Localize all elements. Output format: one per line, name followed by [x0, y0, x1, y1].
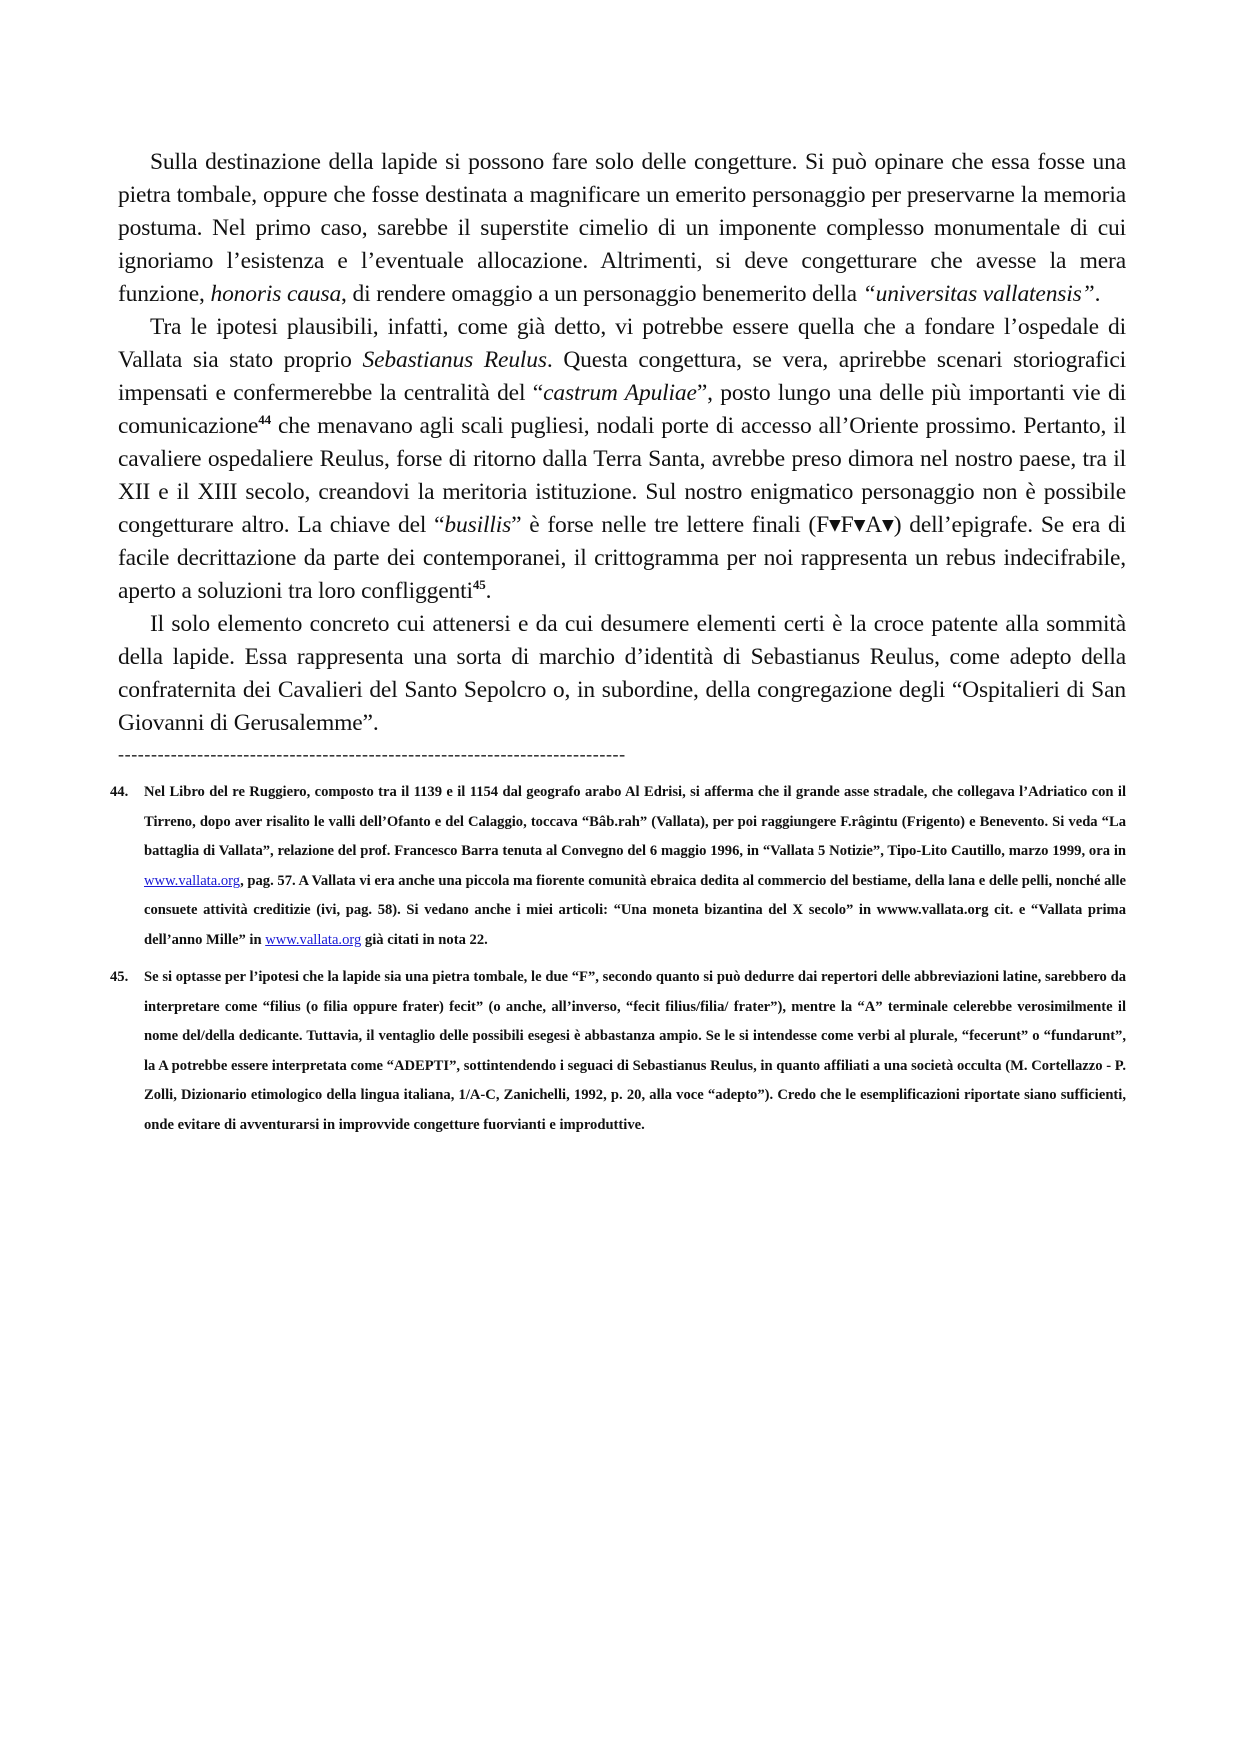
footnote-number: 45. — [110, 969, 129, 985]
paragraph — [118, 608, 1126, 740]
text-run: Tra le ipotesi plausibili, infatti, come già detto, vi potrebbe essere quella che a fondare l’ospedale di Vallata sia stato proprio — [118, 314, 1126, 373]
italic-text: honoris causa — [210, 281, 342, 307]
text-run: . — [485, 578, 492, 604]
footnote-ref[interactable]: 44 — [258, 412, 271, 427]
website-link[interactable]: www.vallata.org — [265, 931, 362, 948]
text-run: . Questa congettura, se vera, aprirebbe scenari storiografici impensati e confermerebbe la centralità del “ — [118, 347, 1126, 406]
text-run: già citati in nota 22. — [361, 931, 488, 948]
text-run: ” è forse nelle tre lettere finali (F▾F▾A▾) dell’epigrafe. Se era di facile decrittazione da parte dei contemporanei, il crittogramma per noi rappresenta un rebus indecifrabile, aperto a soluzioni tra loro confliggenti — [118, 512, 1126, 604]
body-text — [118, 146, 1126, 740]
footnote-ref[interactable]: 45 — [472, 577, 486, 592]
text-run: che menavano agli scali pugliesi, nodali porte di accesso all’Oriente prossimo. Pertanto, il cavaliere ospedaliere Reulus, forse di ritorno dalla Terra Santa, avrebbe preso dimora nel nostro paese, tra il XII e il XIII secolo, creandovi la meritoria istituzione. Sul nostro enigmatico personaggio non è possibile congetturare altro. La chiave del “ — [118, 413, 1126, 538]
footnote-text — [144, 963, 1126, 1140]
footnote-45 — [110, 963, 1126, 1140]
text-run: . — [1094, 281, 1101, 307]
text-run: , pag. 57. A Vallata vi era anche una piccola ma fiorente comunità ebraica dedita al commercio del bestiame, della lana e delle pelli, nonché alle consuete attività creditizie (ivi, pag. 58). Si vedano anche i miei articoli: “Una moneta bizantina del X secolo” in wwww.vallata.org cit. e “Vallata prima dell’anno Mille” in — [144, 872, 1126, 948]
text-run: Il solo elemento concreto cui attenersi e da cui desumere elementi certi è la croce patente alla sommità della lapide. Essa rappresenta una sorta di marchio d’identità di Sebastianus Reulus, come adepto della confraternita dei Cavalieri del Santo Sepolcro o, in subordine, della congregazione degli “Ospitalieri di San Giovanni di Gerusalemme”. — [118, 611, 1126, 736]
website-link[interactable]: www.vallata.org — [144, 872, 241, 889]
footnote-text — [144, 778, 1126, 955]
document-page — [110, 146, 1126, 1148]
footnotes — [110, 778, 1126, 1140]
text-run: , di rendere omaggio a un personaggio benemerito della — [341, 281, 863, 307]
paragraph — [118, 146, 1126, 311]
paragraph — [118, 311, 1126, 608]
text-run: Se si optasse per l’ipotesi che la lapide sia una pietra tombale, le due “F”, secondo quanto si può dedurre dai repertori delle abbreviazioni latine, sarebbero da interpretare come “filius (o filia oppure frater) fecit” (o anche, all’inverso, “fecit filius/filia/ frater”), mentre la “A” terminale celerebbe verosimilmente il nome del/della dedicante. Tuttavia, il ventaglio delle possibili esegesi è abbastanza ampio. Se le si intendesse come verbi al plurale, “fecerunt” o “fundarunt”, la A potrebbe essere interpretata come “ADEPTI”, sottintendendo i seguaci di Sebastianus Reulus, in quanto affiliati a una società occulta (M. Cortellazzo - P. Zolli, Dizionario etimologico della lingua italiana, 1/A-C, Zanichelli, 1992, p. 20, alla voce “adepto”). Credo che le esemplificazioni riportate siano sufficienti, onde evitare di avventurarsi in improvvide congetture fuorvianti e improduttive. — [144, 969, 1126, 1133]
footnote-number: 44. — [110, 784, 129, 800]
italic-text: Sebastianus Reulus — [362, 347, 547, 373]
text-run: ”, posto lungo una delle più importanti vie di comunicazione — [118, 380, 1126, 439]
footnote-separator: ----------------------------------------------------------------------------- — [118, 744, 626, 764]
text-run: Sulla destinazione della lapide si possono fare solo delle congetture. Si può opinare che essa fosse una pietra tombale, oppure che fosse destinata a magnificare un emerito personaggio per preservarne la memoria postuma. Nel primo caso, sarebbe il superstite cimelio di un imponente complesso monumentale di cui ignoriamo l’esistenza e l’eventuale allocazione. Altrimenti, si deve congetturare che avesse la mera funzione, — [118, 149, 1126, 307]
italic-text: “universitas vallatensis” — [862, 281, 1095, 307]
italic-text: busillis — [444, 512, 512, 538]
footnote-44 — [110, 778, 1126, 955]
text-run: Nel Libro del re Ruggiero, composto tra il 1139 e il 1154 dal geografo arabo Al Edrisi, si afferma che il grande asse stradale, che collegava l’Adriatico con il Tirreno, dopo aver risalito le valli dell’Ofanto e del Calaggio, toccava “Bâb.rah” (Vallata), per poi raggiungere F.râgintu (Frigento) e Benevento. Si veda “La battaglia di Vallata”, relazione del prof. Francesco Barra tenuta al Convegno del 6 maggio 1996, in “Vallata 5 Notizie”, Tipo-Lito Cautillo, marzo 1999, ora in — [144, 784, 1126, 859]
italic-text: castrum Apuliae — [543, 380, 697, 406]
